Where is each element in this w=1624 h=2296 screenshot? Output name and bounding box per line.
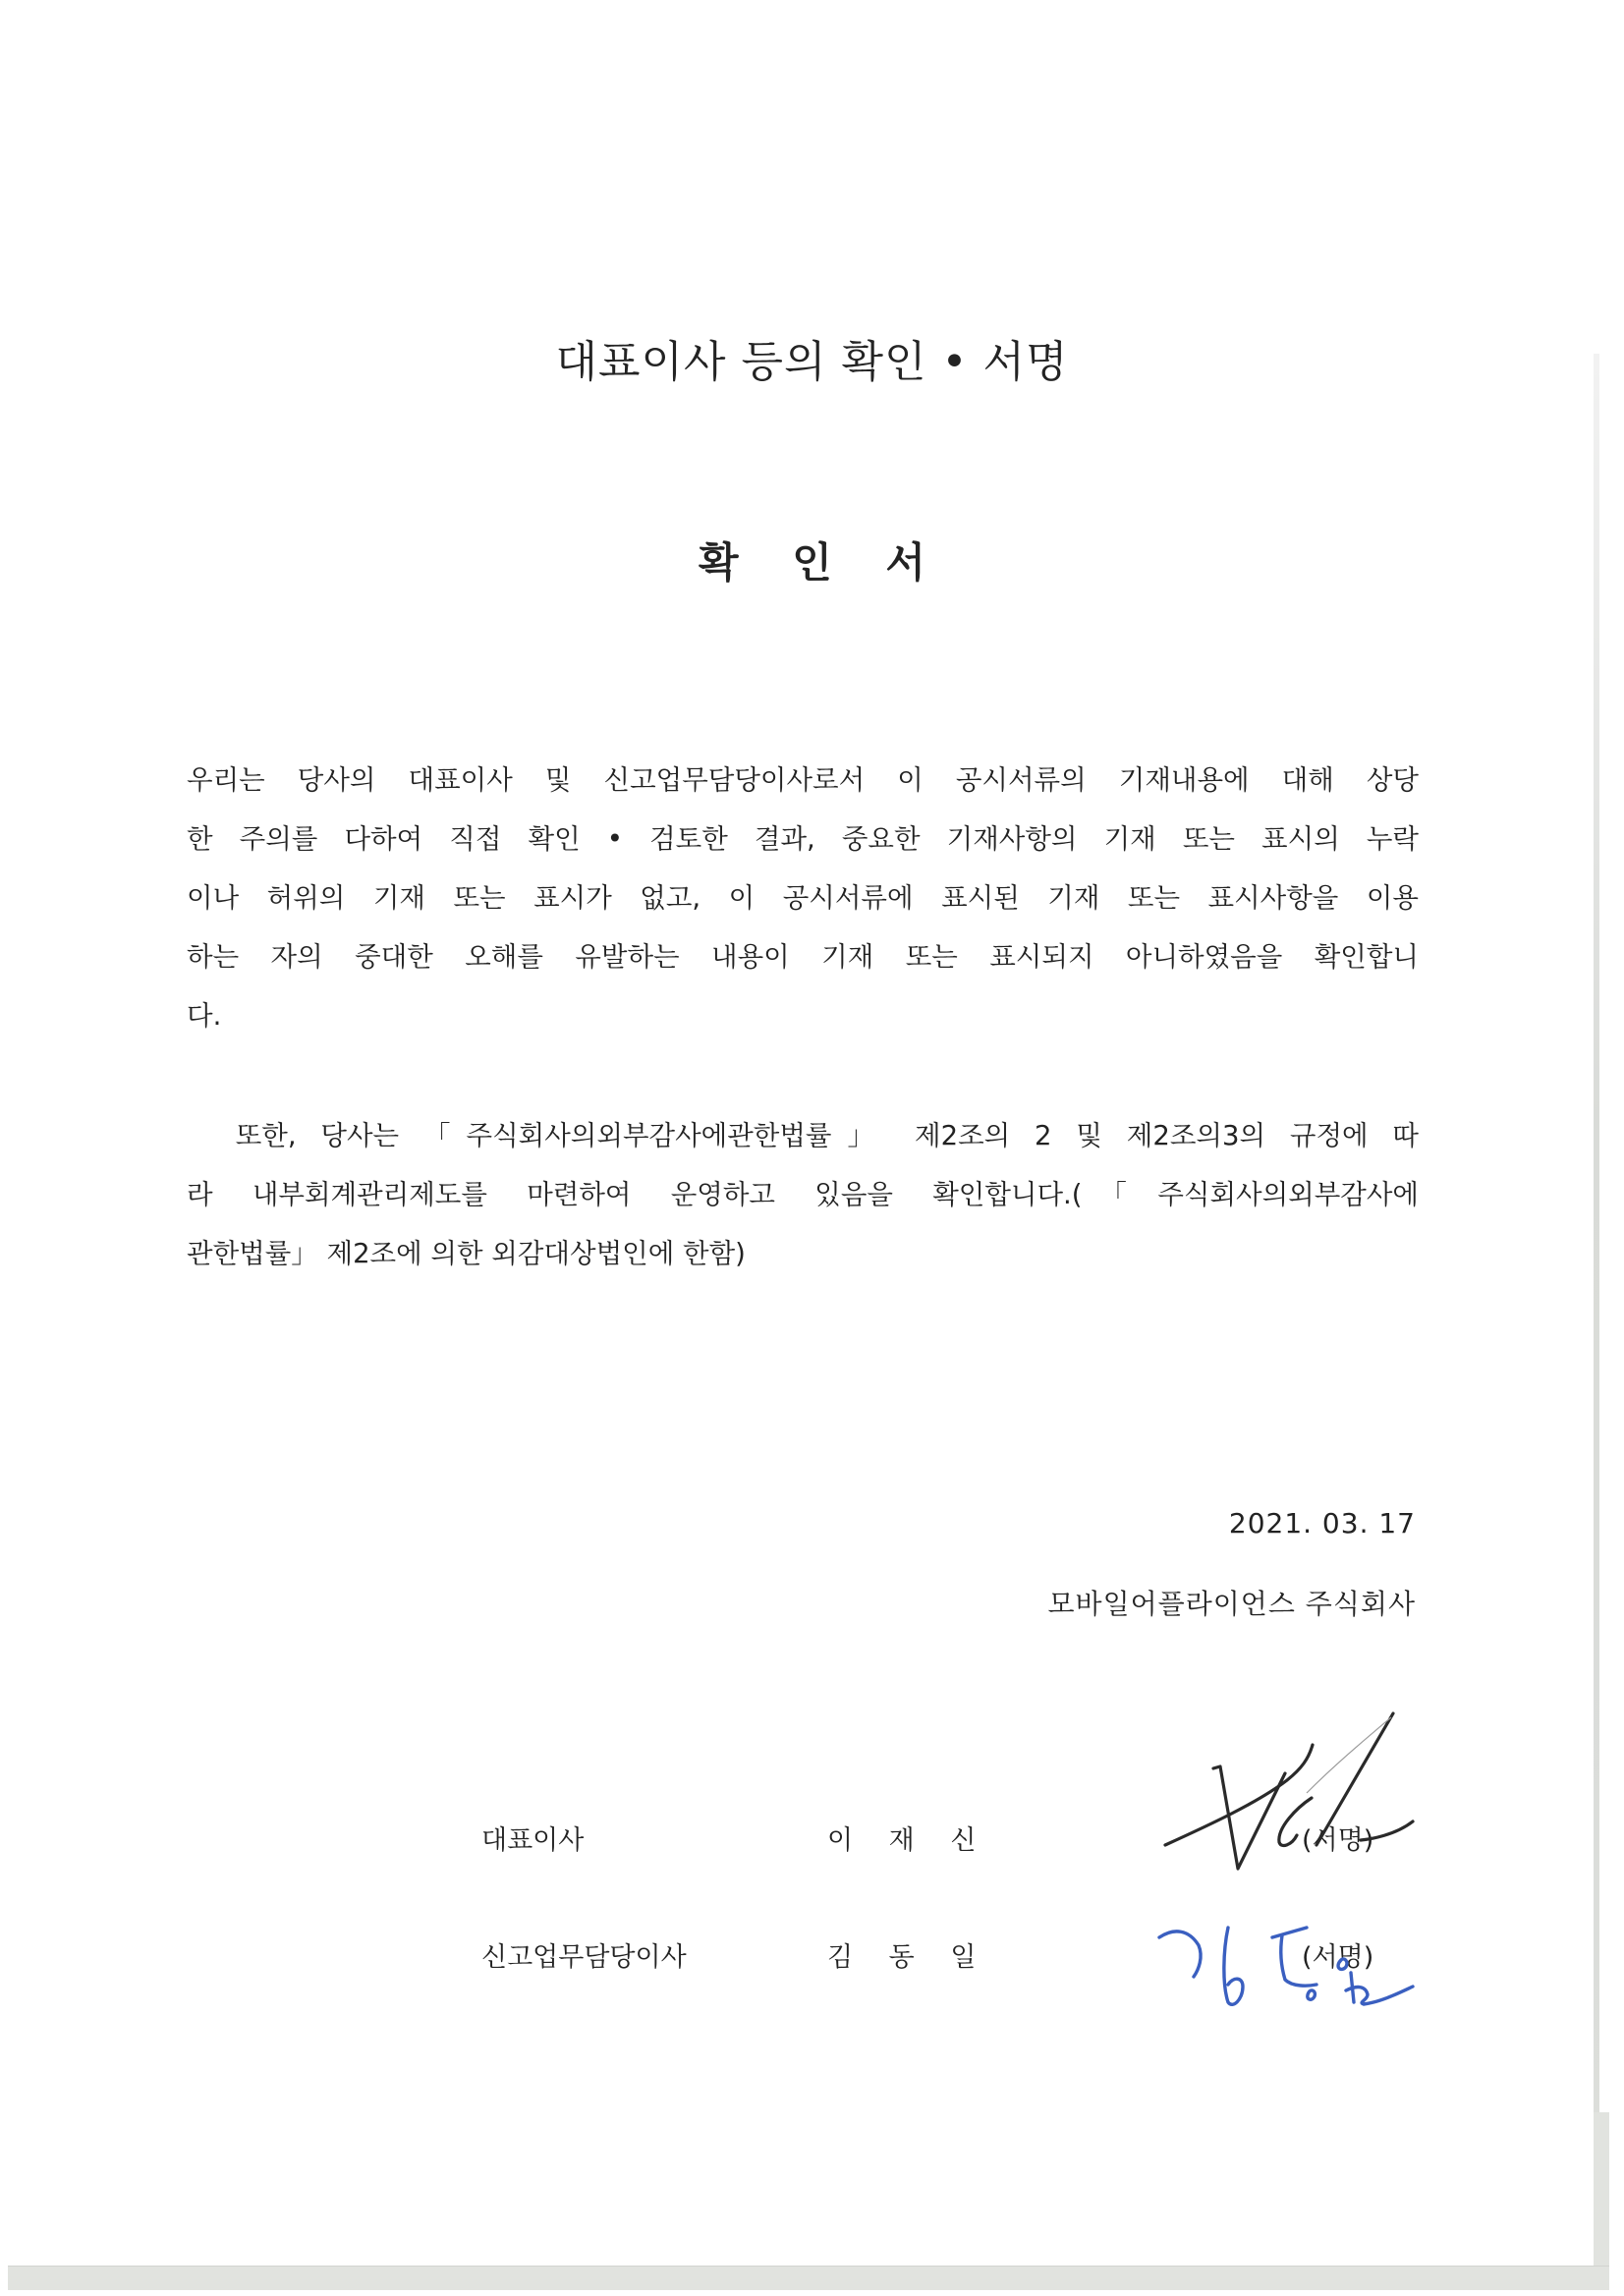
- signatory-row-ceo: [0, 1819, 1624, 1877]
- signature-label: (서명): [1302, 1825, 1374, 1856]
- signatory-name: 이 재 신: [827, 1825, 990, 1856]
- scan-edge-right-bottom: [1594, 2112, 1609, 2289]
- paragraph-line: 우리는 당사의 대표이사 및 신고업무담당이사로서 이 공시서류의 기재내용에 대해 상당: [187, 764, 1419, 796]
- signatory-row-disclosure-officer: [0, 1935, 1624, 1994]
- paragraph-line: 하는 자의 중대한 오해를 유발하는 내용이 기재 또는 표시되지 아니하였음을 확인합니: [187, 941, 1419, 973]
- document-heading: 대표이사 등의 확인 • 서명: [555, 337, 1069, 387]
- internal-control-paragraph: [187, 1106, 1419, 1283]
- signature-label: (서명): [1302, 1942, 1374, 1973]
- confirmation-paragraph: [187, 751, 1419, 1045]
- scan-edge-bottom: [8, 2266, 1609, 2290]
- signatory-role: 대표이사: [481, 1825, 585, 1856]
- paragraph-line: 또한, 당사는 「주식회사의외부감사에관한법률」 제2조의 2 및 제2조의3의 규정에 따: [187, 1120, 1419, 1151]
- paragraph-line: 한 주의를 다하여 직접 확인 • 검토한 결과, 중요한 기재사항의 기재 또는 표시의 누락: [187, 823, 1419, 855]
- company-name: 모바일어플라이언스 주식회사: [1047, 1588, 1416, 1620]
- signatory-name: 김 동 일: [827, 1942, 990, 1973]
- signatory-role: 신고업무담당이사: [481, 1942, 687, 1973]
- document-date: 2021. 03. 17: [1228, 1507, 1416, 1540]
- document-subheading: 확 인 서: [699, 538, 945, 587]
- paragraph-line: 이나 허위의 기재 또는 표시가 없고, 이 공시서류에 표시된 기재 또는 표시사항을 이용: [187, 882, 1419, 914]
- paragraph-line: 라 내부회계관리제도를 마련하여 운영하고 있음을 확인합니다.(「주식회사의외부감사에: [187, 1179, 1419, 1210]
- paragraph-line: 다.: [187, 1000, 222, 1032]
- paragraph-line: 관한법률」 제2조에 의한 외감대상법인에 한함): [187, 1238, 746, 1269]
